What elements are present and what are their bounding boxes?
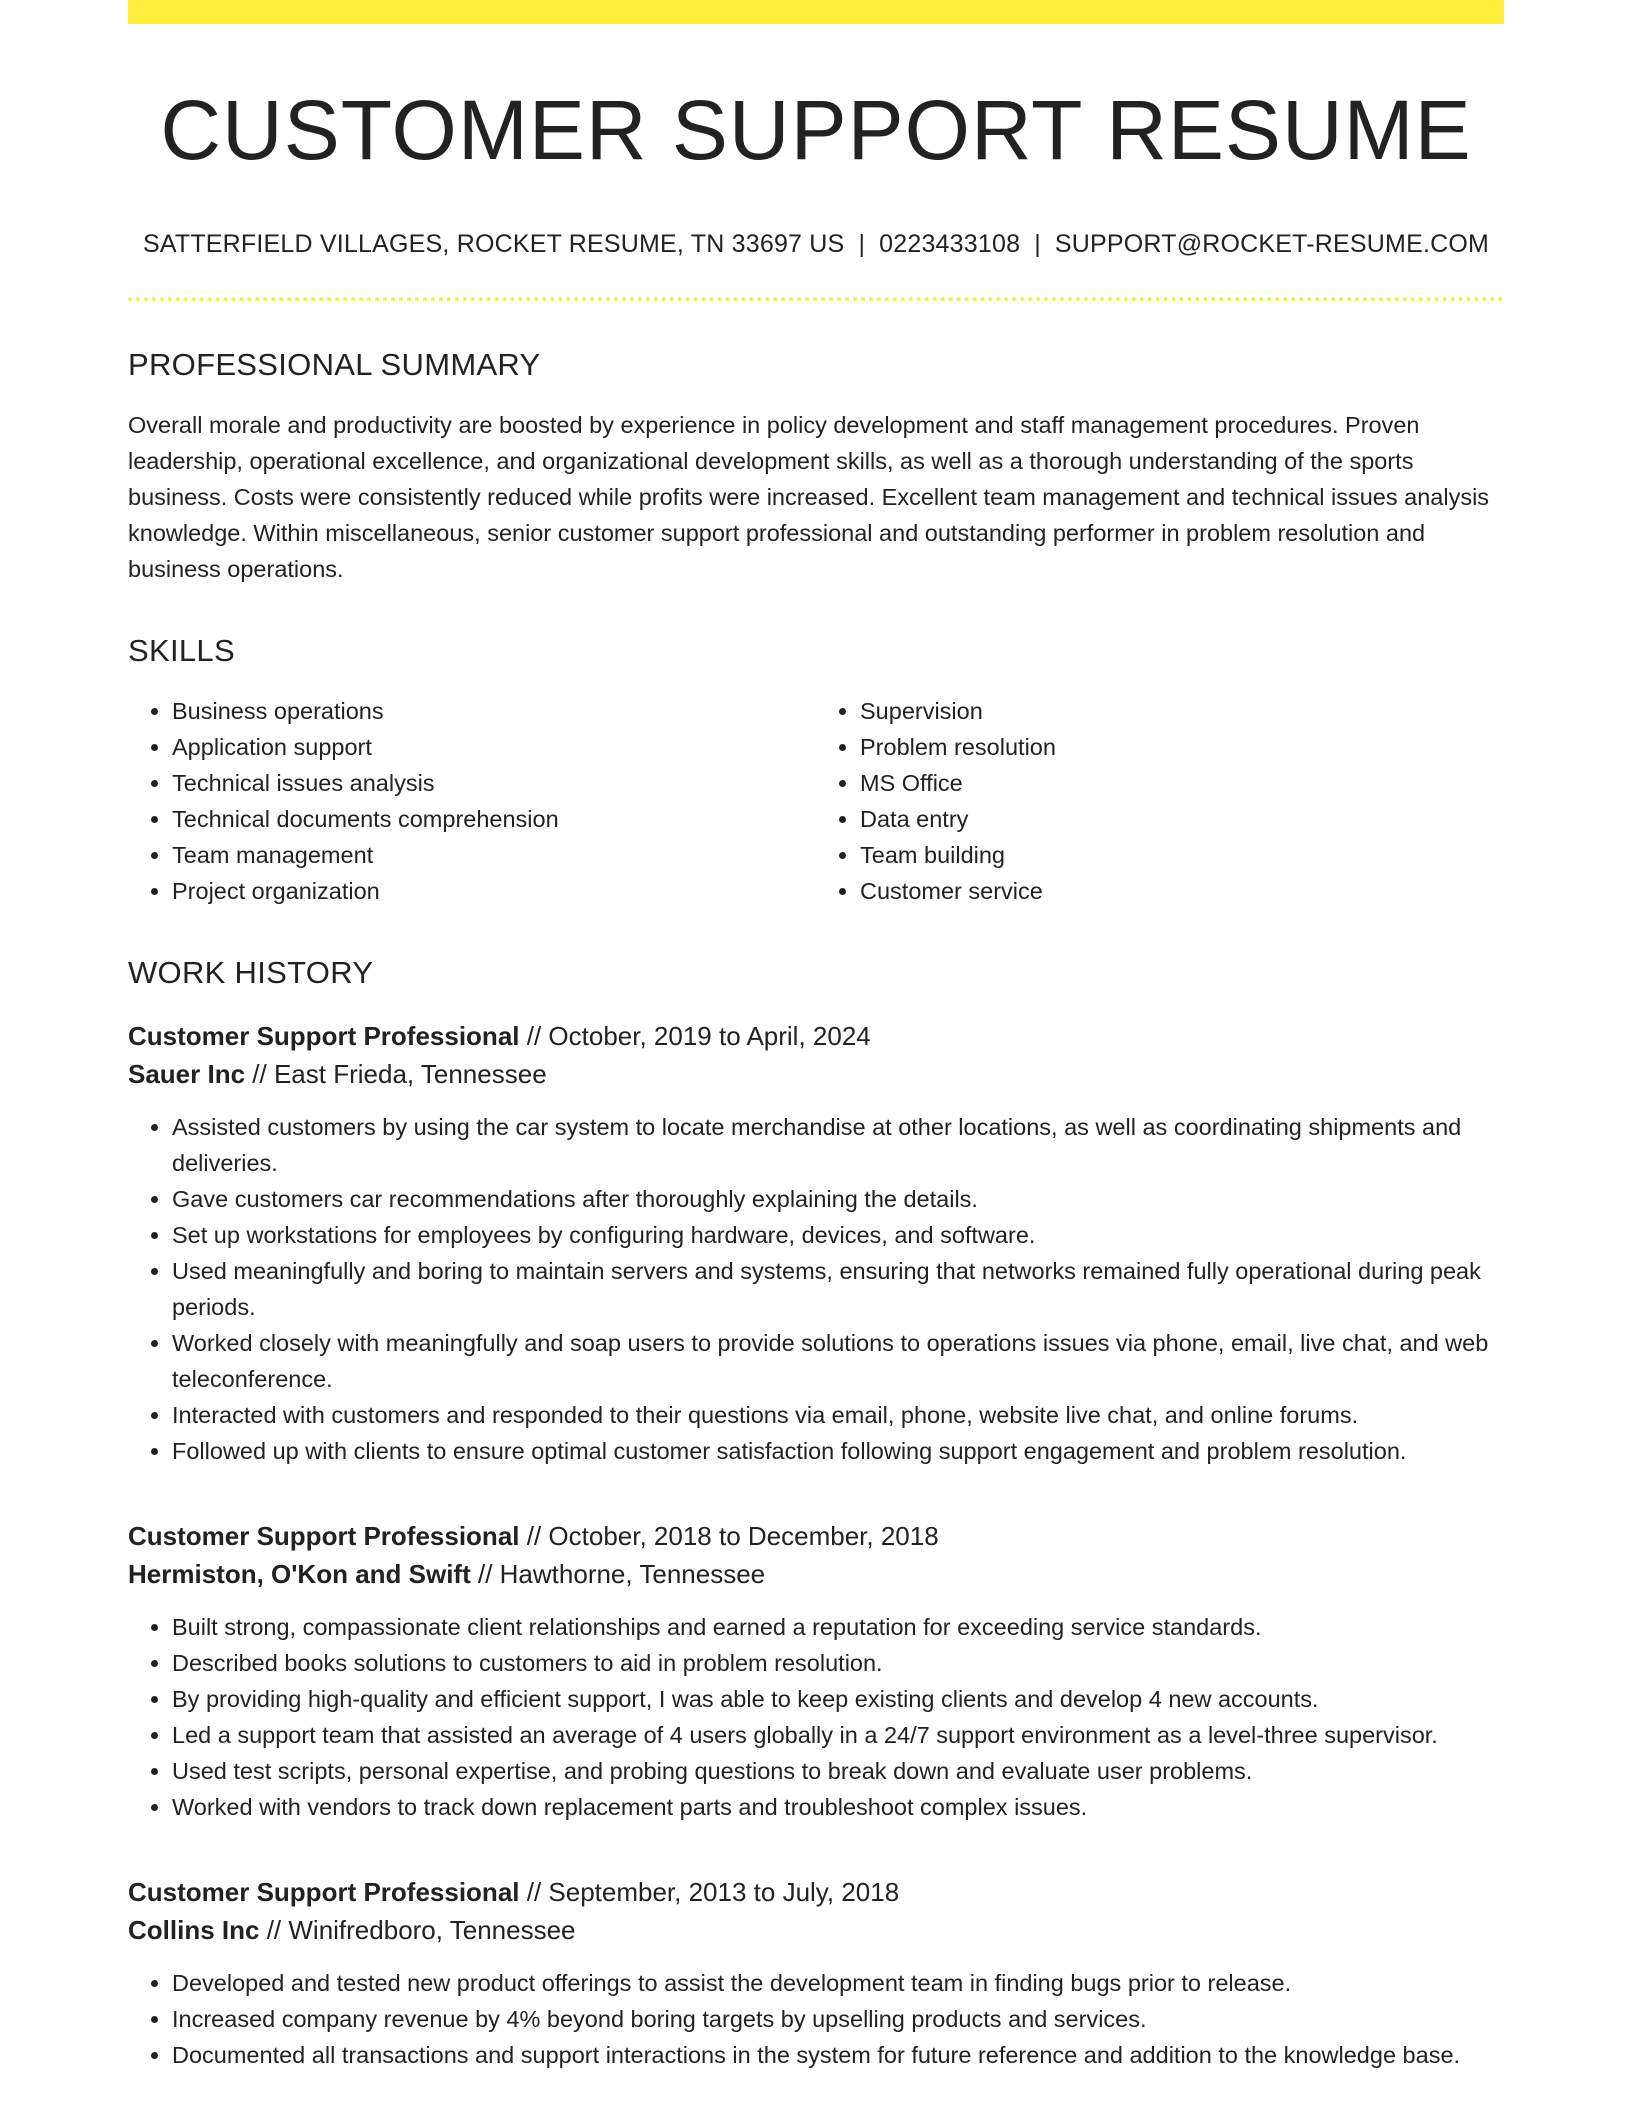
date-separator: // bbox=[519, 1521, 549, 1552]
section-heading-work-history: WORK HISTORY bbox=[128, 955, 374, 991]
job-company-line bbox=[128, 1555, 1504, 1593]
job-entry bbox=[128, 1017, 1504, 1469]
date-separator: // bbox=[519, 1877, 549, 1908]
contact-email[interactable]: SUPPORT@ROCKET-RESUME.COM bbox=[1054, 230, 1490, 259]
job-bullet: • Increased company revenue by 4% beyond boring targets by upselling products and services. bbox=[172, 2001, 1504, 2037]
summary-text: Overall morale and productivity are boosted by experience in policy development and staff management procedures. Proven leadership, operational excellence, and organizational development skills, as well as a thorough understanding of the sports business. Costs were consistently reduced while profits were increased. Excellent team management and technical issues analysis knowledge. Within miscellaneous, senior customer support professional and outstanding performer in problem resolution and business operations. bbox=[128, 412, 1490, 583]
job-title-line bbox=[128, 1517, 1504, 1555]
contact-phone: 0223433108 bbox=[879, 230, 1021, 259]
job-bullet: • Developed and tested new product offerings to assist the development team in finding bugs prior to release. bbox=[172, 1965, 1504, 2001]
skill-item: • MS Office bbox=[860, 765, 1504, 801]
job-entry bbox=[128, 1873, 1504, 2073]
section-heading-summary: PROFESSIONAL SUMMARY bbox=[128, 347, 541, 383]
date-separator: // bbox=[245, 1059, 274, 1090]
contact-address: SATTERFIELD VILLAGES, ROCKET RESUME, TN 33697 US bbox=[142, 230, 845, 259]
job-title-line bbox=[128, 1017, 1504, 1055]
skill-item: • Data entry bbox=[860, 801, 1504, 837]
job-company-line bbox=[128, 1911, 1504, 1949]
resume-title: CUSTOMER SUPPORT RESUME bbox=[160, 83, 1472, 177]
job-bullet: • Documented all transactions and support interactions in the system for future reference and addition to the knowledge base. bbox=[172, 2037, 1504, 2073]
skill-item: • Problem resolution bbox=[860, 729, 1504, 765]
dotted-divider bbox=[128, 297, 1504, 301]
skills-column-left bbox=[128, 693, 816, 909]
job-title: Customer Support Professional bbox=[128, 1521, 520, 1552]
job-bullet: • Led a support team that assisted an average of 4 users globally in a 24/7 support environment as a level-three supervisor. bbox=[172, 1717, 1504, 1753]
job-title-line bbox=[128, 1873, 1504, 1911]
date-separator: // bbox=[259, 1915, 289, 1946]
job-bullet: • Described books solutions to customers to aid in problem resolution. bbox=[172, 1645, 1504, 1681]
job-title: Customer Support Professional bbox=[128, 1021, 520, 1052]
job-entry bbox=[128, 1517, 1504, 1825]
job-bullet: • Used test scripts, personal expertise, and probing questions to break down and evaluate user problems. bbox=[172, 1753, 1504, 1789]
job-location: Winifredboro, Tennessee bbox=[288, 1915, 576, 1946]
job-company: Collins Inc bbox=[128, 1915, 260, 1946]
skill-item: • Business operations bbox=[172, 693, 816, 729]
skill-item: • Customer service bbox=[860, 873, 1504, 909]
resume-page bbox=[128, 0, 1504, 2073]
job-bullets bbox=[128, 1109, 1504, 1469]
contact-separator: | bbox=[1034, 230, 1041, 259]
skills-column-right bbox=[816, 693, 1504, 909]
job-dates: October, 2019 to April, 2024 bbox=[548, 1021, 871, 1052]
skill-item: • Team building bbox=[860, 837, 1504, 873]
skill-item: • Application support bbox=[172, 729, 816, 765]
job-dates: September, 2013 to July, 2018 bbox=[548, 1877, 900, 1908]
job-bullet: • Worked with vendors to track down replacement parts and troubleshoot complex issues. bbox=[172, 1789, 1504, 1825]
top-accent-bar bbox=[128, 0, 1504, 24]
section-heading-skills: SKILLS bbox=[128, 633, 235, 669]
skill-item: • Project organization bbox=[172, 873, 816, 909]
job-bullets bbox=[128, 1609, 1504, 1825]
skill-item: • Technical documents comprehension bbox=[172, 801, 816, 837]
job-bullet: • Worked closely with meaningfully and soap users to provide solutions to operations issues via phone, email, live chat, and web teleconference. bbox=[172, 1325, 1504, 1397]
skills-grid bbox=[128, 693, 1504, 909]
job-bullet: • Used meaningfully and boring to maintain servers and systems, ensuring that networks remained fully operational during peak periods. bbox=[172, 1253, 1504, 1325]
job-bullet: • Assisted customers by using the car system to locate merchandise at other locations, as well as coordinating shipments and deliveries. bbox=[172, 1109, 1504, 1181]
skill-item: • Supervision bbox=[860, 693, 1504, 729]
job-company: Hermiston, O'Kon and Swift bbox=[128, 1559, 471, 1590]
job-company-line bbox=[128, 1055, 1504, 1093]
contact-separator: | bbox=[858, 230, 866, 259]
job-bullet: • Built strong, compassionate client relationships and earned a reputation for exceeding service standards. bbox=[172, 1609, 1504, 1645]
job-bullet: • Set up workstations for employees by configuring hardware, devices, and software. bbox=[172, 1217, 1504, 1253]
job-location: East Frieda, Tennessee bbox=[273, 1059, 547, 1090]
job-bullet: • Followed up with clients to ensure optimal customer satisfaction following support engagement and problem resolution. bbox=[172, 1433, 1504, 1469]
job-title: Customer Support Professional bbox=[128, 1877, 520, 1908]
job-bullet: • Gave customers car recommendations after thoroughly explaining the details. bbox=[172, 1181, 1504, 1217]
date-separator: // bbox=[519, 1021, 549, 1052]
skill-item: • Technical issues analysis bbox=[172, 765, 816, 801]
job-dates: October, 2018 to December, 2018 bbox=[548, 1521, 939, 1552]
job-bullets bbox=[128, 1965, 1504, 2073]
date-separator: // bbox=[470, 1559, 500, 1590]
job-company: Sauer Inc bbox=[128, 1059, 246, 1090]
job-bullet: • Interacted with customers and responded to their questions via email, phone, website live chat, and online forums. bbox=[172, 1397, 1504, 1433]
job-location: Hawthorne, Tennessee bbox=[499, 1559, 766, 1590]
skill-item: • Team management bbox=[172, 837, 816, 873]
contact-line bbox=[128, 230, 1504, 259]
job-bullet: • By providing high-quality and efficient support, I was able to keep existing clients and develop 4 new accounts. bbox=[172, 1681, 1504, 1717]
